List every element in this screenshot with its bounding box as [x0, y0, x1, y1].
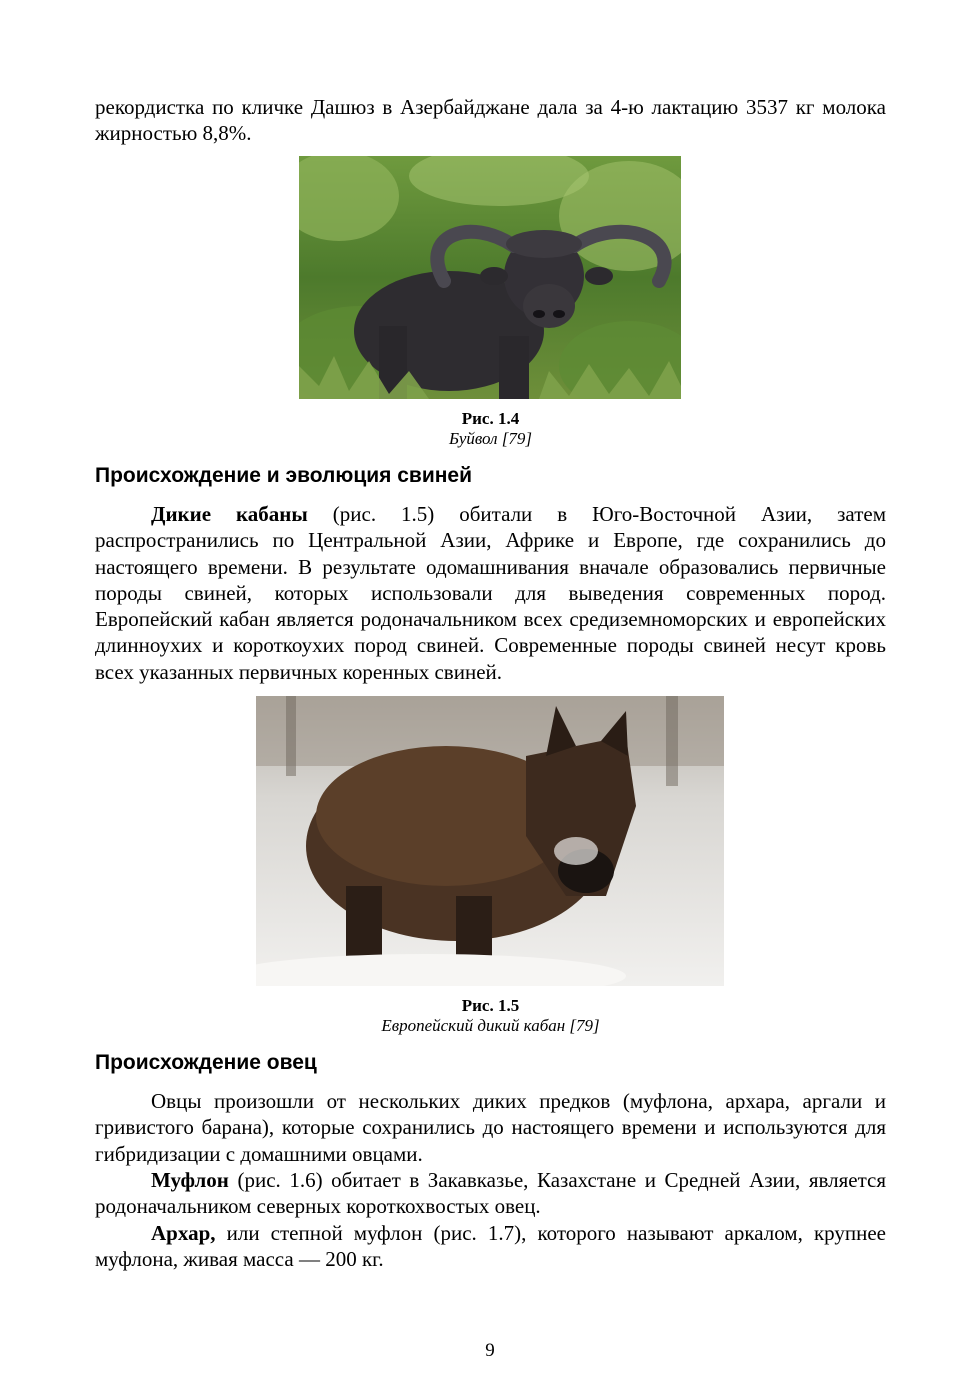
wild-boar-photo — [256, 696, 724, 986]
buffalo-photo — [299, 156, 681, 399]
sheep-paragraph-3 — [95, 1220, 886, 1273]
section-heading-sheep: Происхождение овец — [95, 1051, 317, 1074]
sheep-paragraph-2 — [95, 1167, 886, 1220]
figure-1-5-text: Европейский дикий кабан [79] — [381, 1016, 600, 1035]
pigs-text: (рис. 1.5) обитали в Юго-Восточной Азии, затем распространились по Центральной Азии, Африке и Европе, где сохранились до настоящего времени. В результате одомашнивания вначале образовались первичные породы свиней, которых использовали для выведения современных пород. Европейский кабан является родоначальником всех средиземноморских и европейских длинноухих и короткоухих пород свиней. Современные породы свиней несут кровь всех указанных первичных коренных свиней. — [95, 502, 886, 684]
top-paragraph: рекордистка по кличке Дашюз в Азербайджане дала за 4-ю лактацию 3537 кг молока жирностью 8,8%. — [95, 95, 886, 146]
figure-1-4-text: Буйвол [79] — [449, 429, 532, 448]
section-heading-pigs: Происхождение и эволюция свиней — [95, 464, 473, 487]
argali-text: или степной муфлон (рис. 1.7), которого называют аркалом, крупнее муфлона, живая масса — 200 кг. — [95, 1221, 886, 1272]
pigs-term: Дикие кабаны — [151, 502, 308, 526]
mouflon-term: Муфлон — [151, 1168, 229, 1192]
mouflon-text: (рис. 1.6) обитает в Закавказье, Казахстане и Средней Азии, является родоначальником северных короткохвостых овец. — [95, 1168, 886, 1219]
argali-term: Архар, — [151, 1221, 216, 1245]
figure-1-5-number: Рис. 1.5 — [461, 996, 520, 1015]
figure-1-5-caption — [95, 996, 886, 1036]
figure-1-4-number: Рис. 1.4 — [461, 409, 520, 428]
pigs-paragraph — [95, 501, 886, 685]
sheep-paragraph-1: Овцы произошли от нескольких диких предков (муфлона, архара, аргали и гривистого барана), которые сохранились до настоящего времени и используются для гибридизации с домашними овцами. — [95, 1089, 886, 1166]
figure-1-4-caption — [95, 409, 886, 449]
page-number: 9 — [485, 1340, 495, 1361]
